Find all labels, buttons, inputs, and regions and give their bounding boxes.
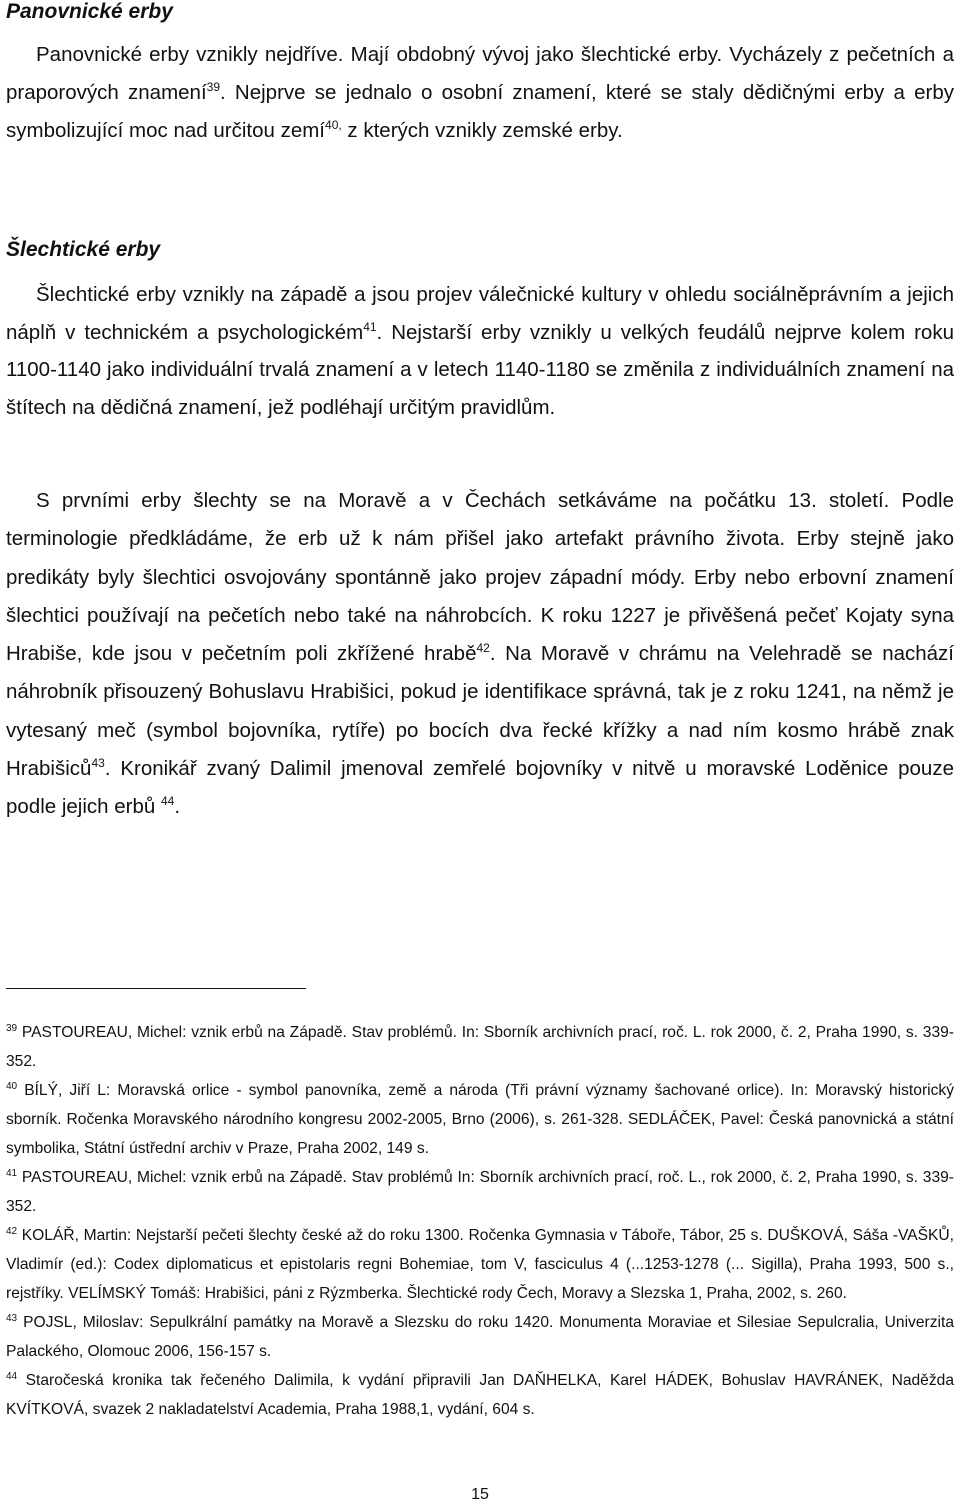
footnote-separator <box>6 988 306 989</box>
text-run: z kterých vznikly zemské erby. <box>341 119 623 142</box>
footnote-39 <box>6 1018 954 1076</box>
text-run: . Kronikář zvaný Dalimil jmenoval zemřelé bojovníky v nitvě u moravské Loděnice pouze podle jejich erbů <box>6 757 954 819</box>
text-run: . Nejstarší erby vznikly u velkých feudálů nejprve kolem roku 1100-1140 jako individuální trvalá znamení a v letech 1140-1180 se změnila z individuálních znamení na štítech na dědičná znamení, jež podléhají určitým pravidlům. <box>6 320 954 419</box>
footnote-number: 44 <box>6 1370 18 1382</box>
footnote-text: PASTOUREAU, Michel: vznik erbů na Západě. Stav problémů. In: Sborník archivních prací, roč. L. rok 2000, č. 2, Praha 1990, s. 339-352. <box>6 1024 954 1070</box>
text-run: . <box>174 795 181 819</box>
page-number: 15 <box>471 1486 489 1503</box>
footnote-ref-41[interactable]: 41 <box>363 319 377 334</box>
text-run: S prvními erby šlechty se na Moravě a v Čechách setkáváme na počátku 13. století. Podle terminologie předkládáme, že erb už k nám přišel jako artefakt právního života. Erby stejně jako predikáty byly šlechtici osvojovány spontánně jako projev západní módy. Erby nebo erbovní znamení šlechtici používají na pečetích nebo také na náhrobcích. K roku 1227 je přivěšená pečeť Kojaty syna Hrabiše, kde jsou v pečetním poli zkřížené hrabě <box>6 489 954 666</box>
footnote-text: POJSL, Miloslav: Sepulkrální památky na Moravě a Slezsku do roku 1420. Monumenta Moraviae et Silesiae Sepulcralia, Univerzita Palackého, Olomouc 2006, 156-157 s. <box>6 1314 954 1360</box>
footnote-ref-42[interactable]: 42 <box>476 641 490 656</box>
footnote-ref-40[interactable]: 40, <box>325 118 342 133</box>
footnote-text: KOLÁŘ, Martin: Nejstarší pečeti šlechty české až do roku 1300. Ročenka Gymnasia v Táboře, Tábor, 25 s. DUŠKOVÁ, Sáša -VAŠKŮ, Vladimír (ed.): Codex diplomaticus et epistolaris regni Bohemiae, tom V, fasciculus 4 (...1253-1278 (... Sigilla), Praha 1993, 500 s., rejstříky. VELÍMSKÝ Tomáš: Hrabišici, páni z Rýzmberka. Šlechtické rody Čech, Moravy a Slezska 1, Praha, 2002, s. 260. <box>6 1227 954 1302</box>
footnotes <box>6 1018 954 1424</box>
footnote-number: 40 <box>6 1080 18 1092</box>
footnote-number: 43 <box>6 1312 18 1324</box>
footnote-text: Staročeská kronika tak řečeného Dalimila, k vydání připravili Jan DAŇHELKA, Karel HÁDEK, Bohuslav HAVRÁNEK, Naděžda KVÍTKOVÁ, svazek 2 nakladatelství Academia, Praha 1988,1, vydání, 604 s. <box>6 1372 954 1418</box>
footnote-42 <box>6 1221 954 1308</box>
footnote-text: PASTOUREAU, Michel: vznik erbů na Západě. Stav problémů In: Sborník archivních prací, roč. L., rok 2000, č. 2, Praha 1990, s. 339-352. <box>6 1169 954 1215</box>
heading-slechticke-erby: Šlechtické erby <box>6 238 161 261</box>
heading-panovnicke-erby: Panovnické erby <box>6 0 173 23</box>
footnote-ref-43[interactable]: 43 <box>91 756 105 771</box>
footnote-41 <box>6 1163 954 1221</box>
footnote-44 <box>6 1366 954 1424</box>
footnote-number: 39 <box>6 1022 18 1034</box>
text-run: Panovnické erby vznikly nejdříve. Mají obdobný vývoj jako šlechtické erby. Vycházely z pečetních a praporových znamení <box>6 43 954 104</box>
footnote-40 <box>6 1076 954 1163</box>
footnote-ref-39[interactable]: 39 <box>206 80 221 95</box>
text-run: Šlechtické erby vznikly na západě a jsou projev válečnické kultury v ohledu sociálněprávním a jejich náplň v technickém a psychologickém <box>6 283 954 344</box>
text-run: . Na Moravě v chrámu na Velehradě se nachází náhrobník přisouzený Bohuslavu Hrabišici, pokud je identifikace správná, tak je z roku 1241, na němž je vytesaný meč (symbol bojovníka, rytíře) po bocích dva řecké křížky a nad ním kosmo hrábě znak Hrabišiců <box>6 642 954 781</box>
text-run: . Nejprve se jednalo o osobní znamení, které se staly dědičnými erby a erby symbolizující moc nad určitou zemí <box>6 81 954 142</box>
footnote-43 <box>6 1308 954 1366</box>
paragraph-panovnicke <box>6 36 954 150</box>
footnote-text: BÍLÝ, Jiří L: Moravská orlice - symbol panovníka, země a národa (Tři právní významy šachované orlice). In: Moravský historický sborník. Ročenka Moravského národního kongresu 2002-2005, Brno (2006), s. 261-328. SEDLÁČEK, Pavel: Česká panovnická a státní symbolika, Státní ústřední archiv v Praze, Praha 2002, 149 s. <box>6 1082 954 1157</box>
paragraph-slechticke-1 <box>6 276 954 426</box>
footnote-ref-44[interactable]: 44 <box>161 794 175 809</box>
footnote-number: 41 <box>6 1167 18 1179</box>
paragraph-slechticke-2 <box>6 482 954 827</box>
footnote-number: 42 <box>6 1225 18 1237</box>
